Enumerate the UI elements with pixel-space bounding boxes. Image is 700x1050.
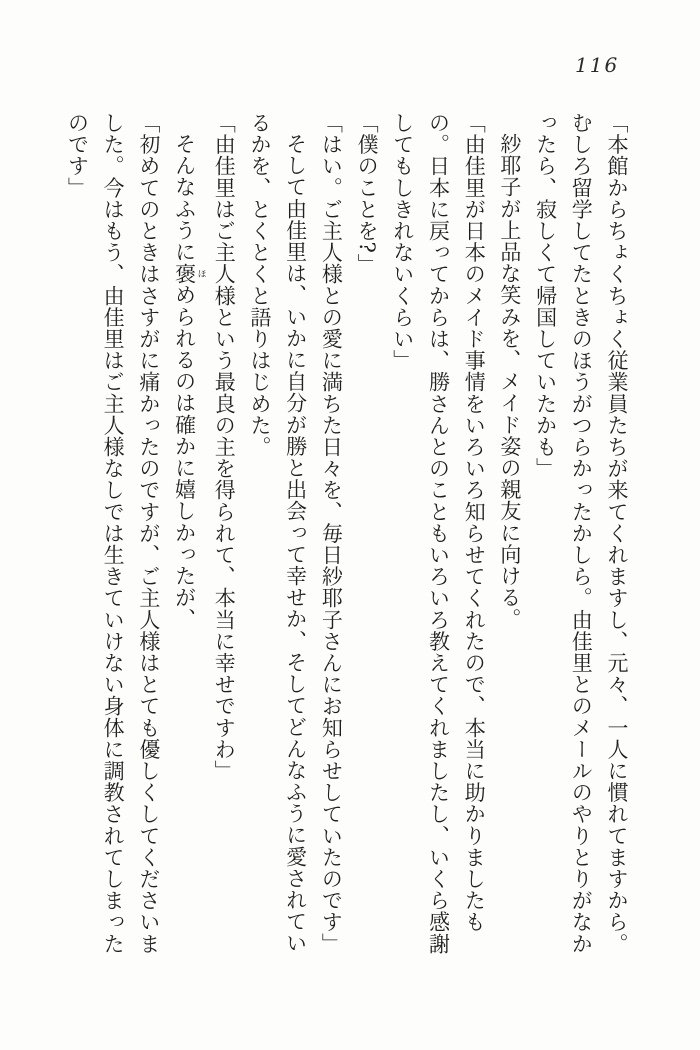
paragraph: そして由佳里は、いかに自分が勝と出会って幸せか、そしてどんなふうに愛されているかを、とくとくと語りはじめた。	[247, 112, 308, 954]
paragraph: そんなふうに褒 ほめられるのは確かに嬉しかったが、	[172, 133, 206, 630]
ruby-annotated-char: 褒 ほ	[172, 262, 206, 285]
paragraph: 「由佳里が日本のメイド事情をいろいろ知らせてくれたので、本当に助かりましたもの。日本に戻ってからは、勝さんとのこともいろいろ教えてくれましたし、いくら感謝してもしきれないくらい」	[390, 112, 487, 955]
furigana: ほ	[195, 262, 206, 285]
text-block	[59, 112, 634, 958]
paragraph: 「由佳里はご主人様という最良の主を得られて、本当に幸せですわ」	[212, 112, 237, 782]
paragraph: 「はい。ご主人様との愛に満ちた日々を、毎日紗耶子さんにお知らせしていたのです」	[319, 112, 344, 955]
paragraph: 「僕のことを?」	[355, 112, 380, 276]
paragraph: 紗耶子が上品な笑みを、メイド姿の親友に向ける。	[497, 133, 522, 630]
paragraph: 「本館からちょくちょく従業員たちが来てくれますし、元々、一人に慣れてますから。むしろ留学してたときのほうがつらかったかしら。由佳里とのメールのやりとりがなかったら、寂しくて帰国していたかも」	[533, 112, 629, 955]
page-number: 116	[575, 53, 620, 77]
paragraph: 「初めてのときはさすがに痛かったのですが、ご主人様はとても優しくしてくださいました。今はもう、由佳里はご主人様なしでは生きていけない身体に調教されてしまったのです」	[65, 112, 161, 955]
